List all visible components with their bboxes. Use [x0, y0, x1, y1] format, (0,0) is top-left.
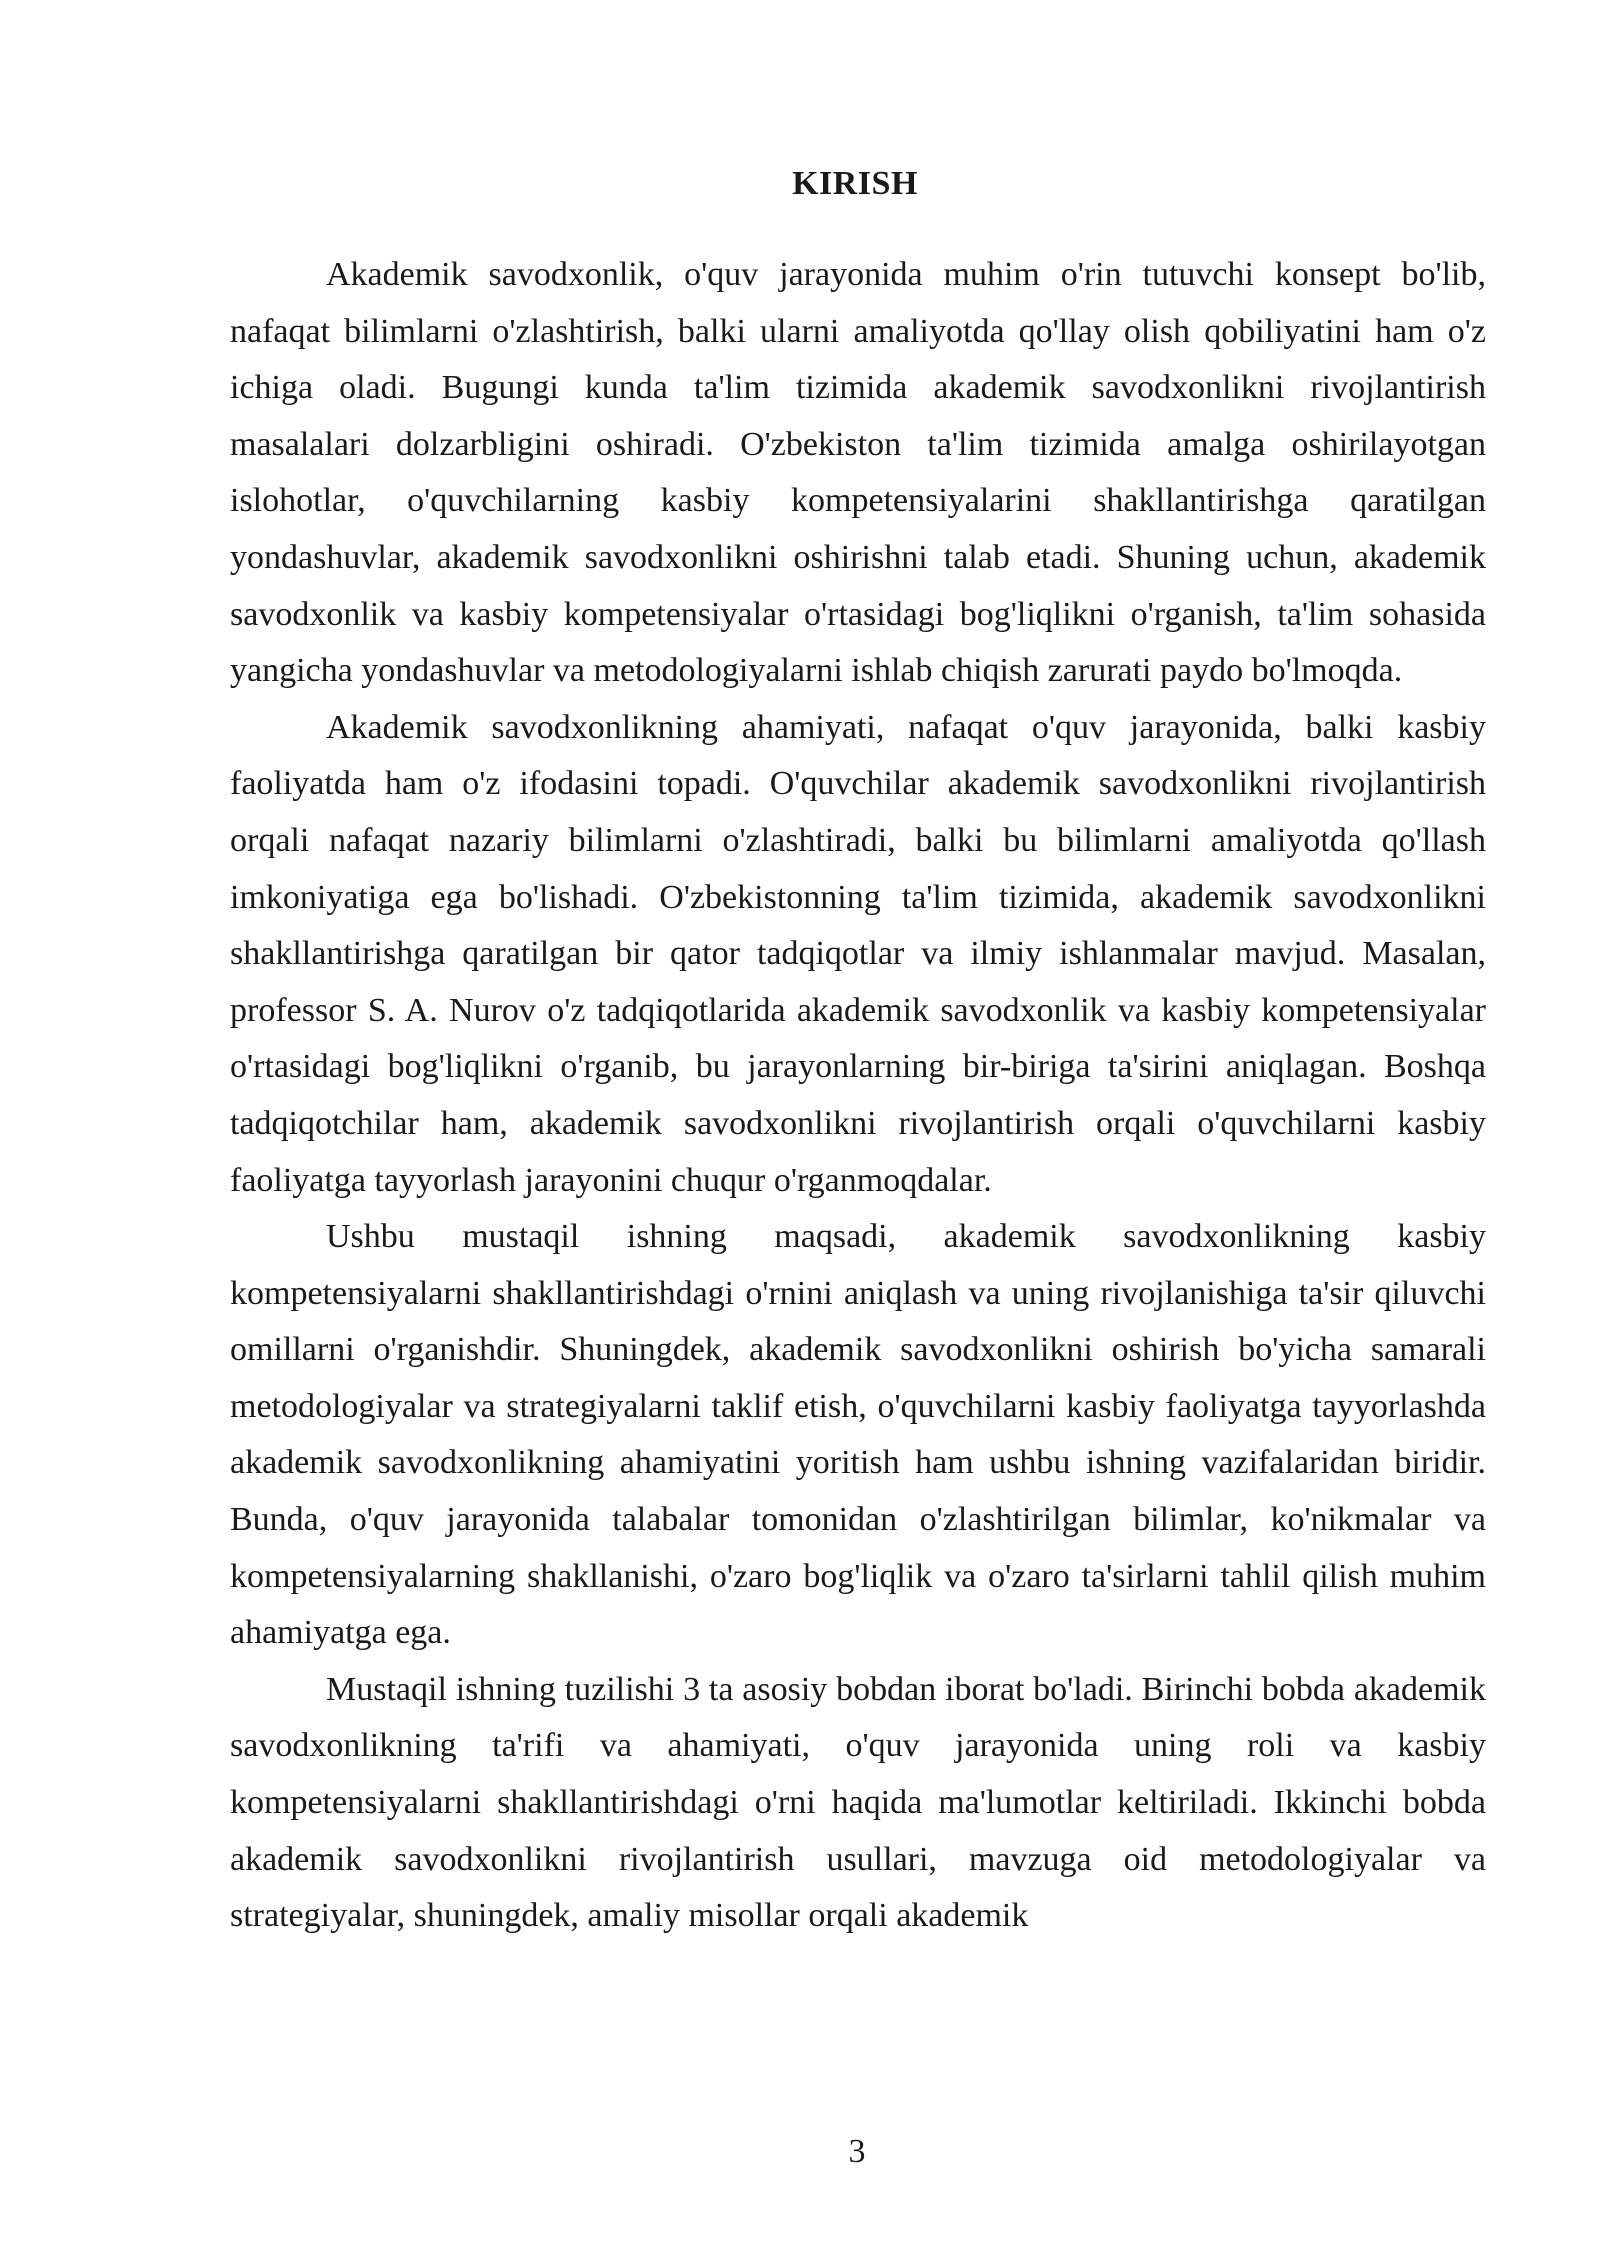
paragraph-3: Ushbu mustaqil ishning maqsadi, akademik savodxonlikning kasbiy kompetensiyalarni shakllantirishdagi o'rnini aniqlash va uning rivojlanishiga ta'sir qiluvchi omillarni o'rganishdir. Shuningdek, akademik savodxonlikni oshirish bo'yicha samarali metodologiyalar va strategiyalarni taklif etish, o'quvchilarni kasbiy faoliyatga tayyorlashda akademik savodxonlikning ahamiyatini yoritish ham ushbu ishning vazifalaridan biridir. Bunda, o'quv jarayonida talabalar tomonidan o'zlashtirilgan bilimlar, ko'nikmalar va kompetensiyalarning shakllanishi, o'zaro bog'liqlik va o'zaro ta'sirlarni tahlil qilish muhim ahamiyatga ega.	[230, 1218, 1486, 1652]
paragraph-4: Mustaqil ishning tuzilishi 3 ta asosiy bobdan iborat bo'ladi. Birinchi bobda akademik savodxonlikning ta'rifi va ahamiyati, o'quv jarayonida uning roli va kasbiy kompetensiyalarni shakllantirishdagi o'rni haqida ma'lumotlar keltiriladi. Ikkinchi bobda akademik savodxonlikni rivojlantirish usullari, mavzuga oid metodologiyalar va strategiyalar, shuningdek, amaliy misollar orqali akademik	[230, 1670, 1486, 1935]
paragraph-1: Akademik savodxonlik, o'quv jarayonida muhim o'rin tutuvchi konsept bo'lib, nafaqat bilimlarni o'zlashtirish, balki ularni amaliyotda qo'llay olish qobiliyatini ham o'z ichiga oladi. Bugungi kunda ta'lim tizimida akademik savodxonlikni rivojlantirish masalalari dolzarbligini oshiradi. O'zbekiston ta'lim tizimida amalga oshirilayotgan islohotlar, o'quvchilarning kasbiy kompetensiyalarini shakllantirishga qaratilgan yondashuvlar, akademik savodxonlikni oshirishni talab etadi. Shuning uchun, akademik savodxonlik va kasbiy kompetensiyalar o'rtasidagi bog'liqlikni o'rganish, ta'lim sohasida yangicha yondashuvlar va metodologiyalarni ishlab chiqish zarurati paydo bo'lmoqda.	[230, 256, 1486, 690]
page-number: 3	[848, 2133, 866, 2170]
body-text	[230, 247, 1486, 1945]
page-title: KIRISH	[792, 165, 918, 202]
paragraph-2: Akademik savodxonlikning ahamiyati, nafaqat o'quv jarayonida, balki kasbiy faoliyatda ham o'z ifodasini topadi. O'quvchilar akademik savodxonlikni rivojlantirish orqali nafaqat nazariy bilimlarni o'zlashtiradi, balki bu bilimlarni amaliyotda qo'llash imkoniyatiga ega bo'lishadi. O'zbekistonning ta'lim tizimida, akademik savodxonlikni shakllantirishga qaratilgan bir qator tadqiqotlar va ilmiy ishlanmalar mavjud. Masalan, professor S. A. Nurov o'z tadqiqotlarida akademik savodxonlik va kasbiy kompetensiyalar o'rtasidagi bog'liqlikni o'rganib, bu jarayonlarning bir-biriga ta'sirini aniqlagan. Boshqa tadqiqotchilar ham, akademik savodxonlikni rivojlantirish orqali o'quvchilarni kasbiy faoliyatga tayyorlash jarayonini chuqur o'rganmoqdalar.	[230, 708, 1486, 1199]
